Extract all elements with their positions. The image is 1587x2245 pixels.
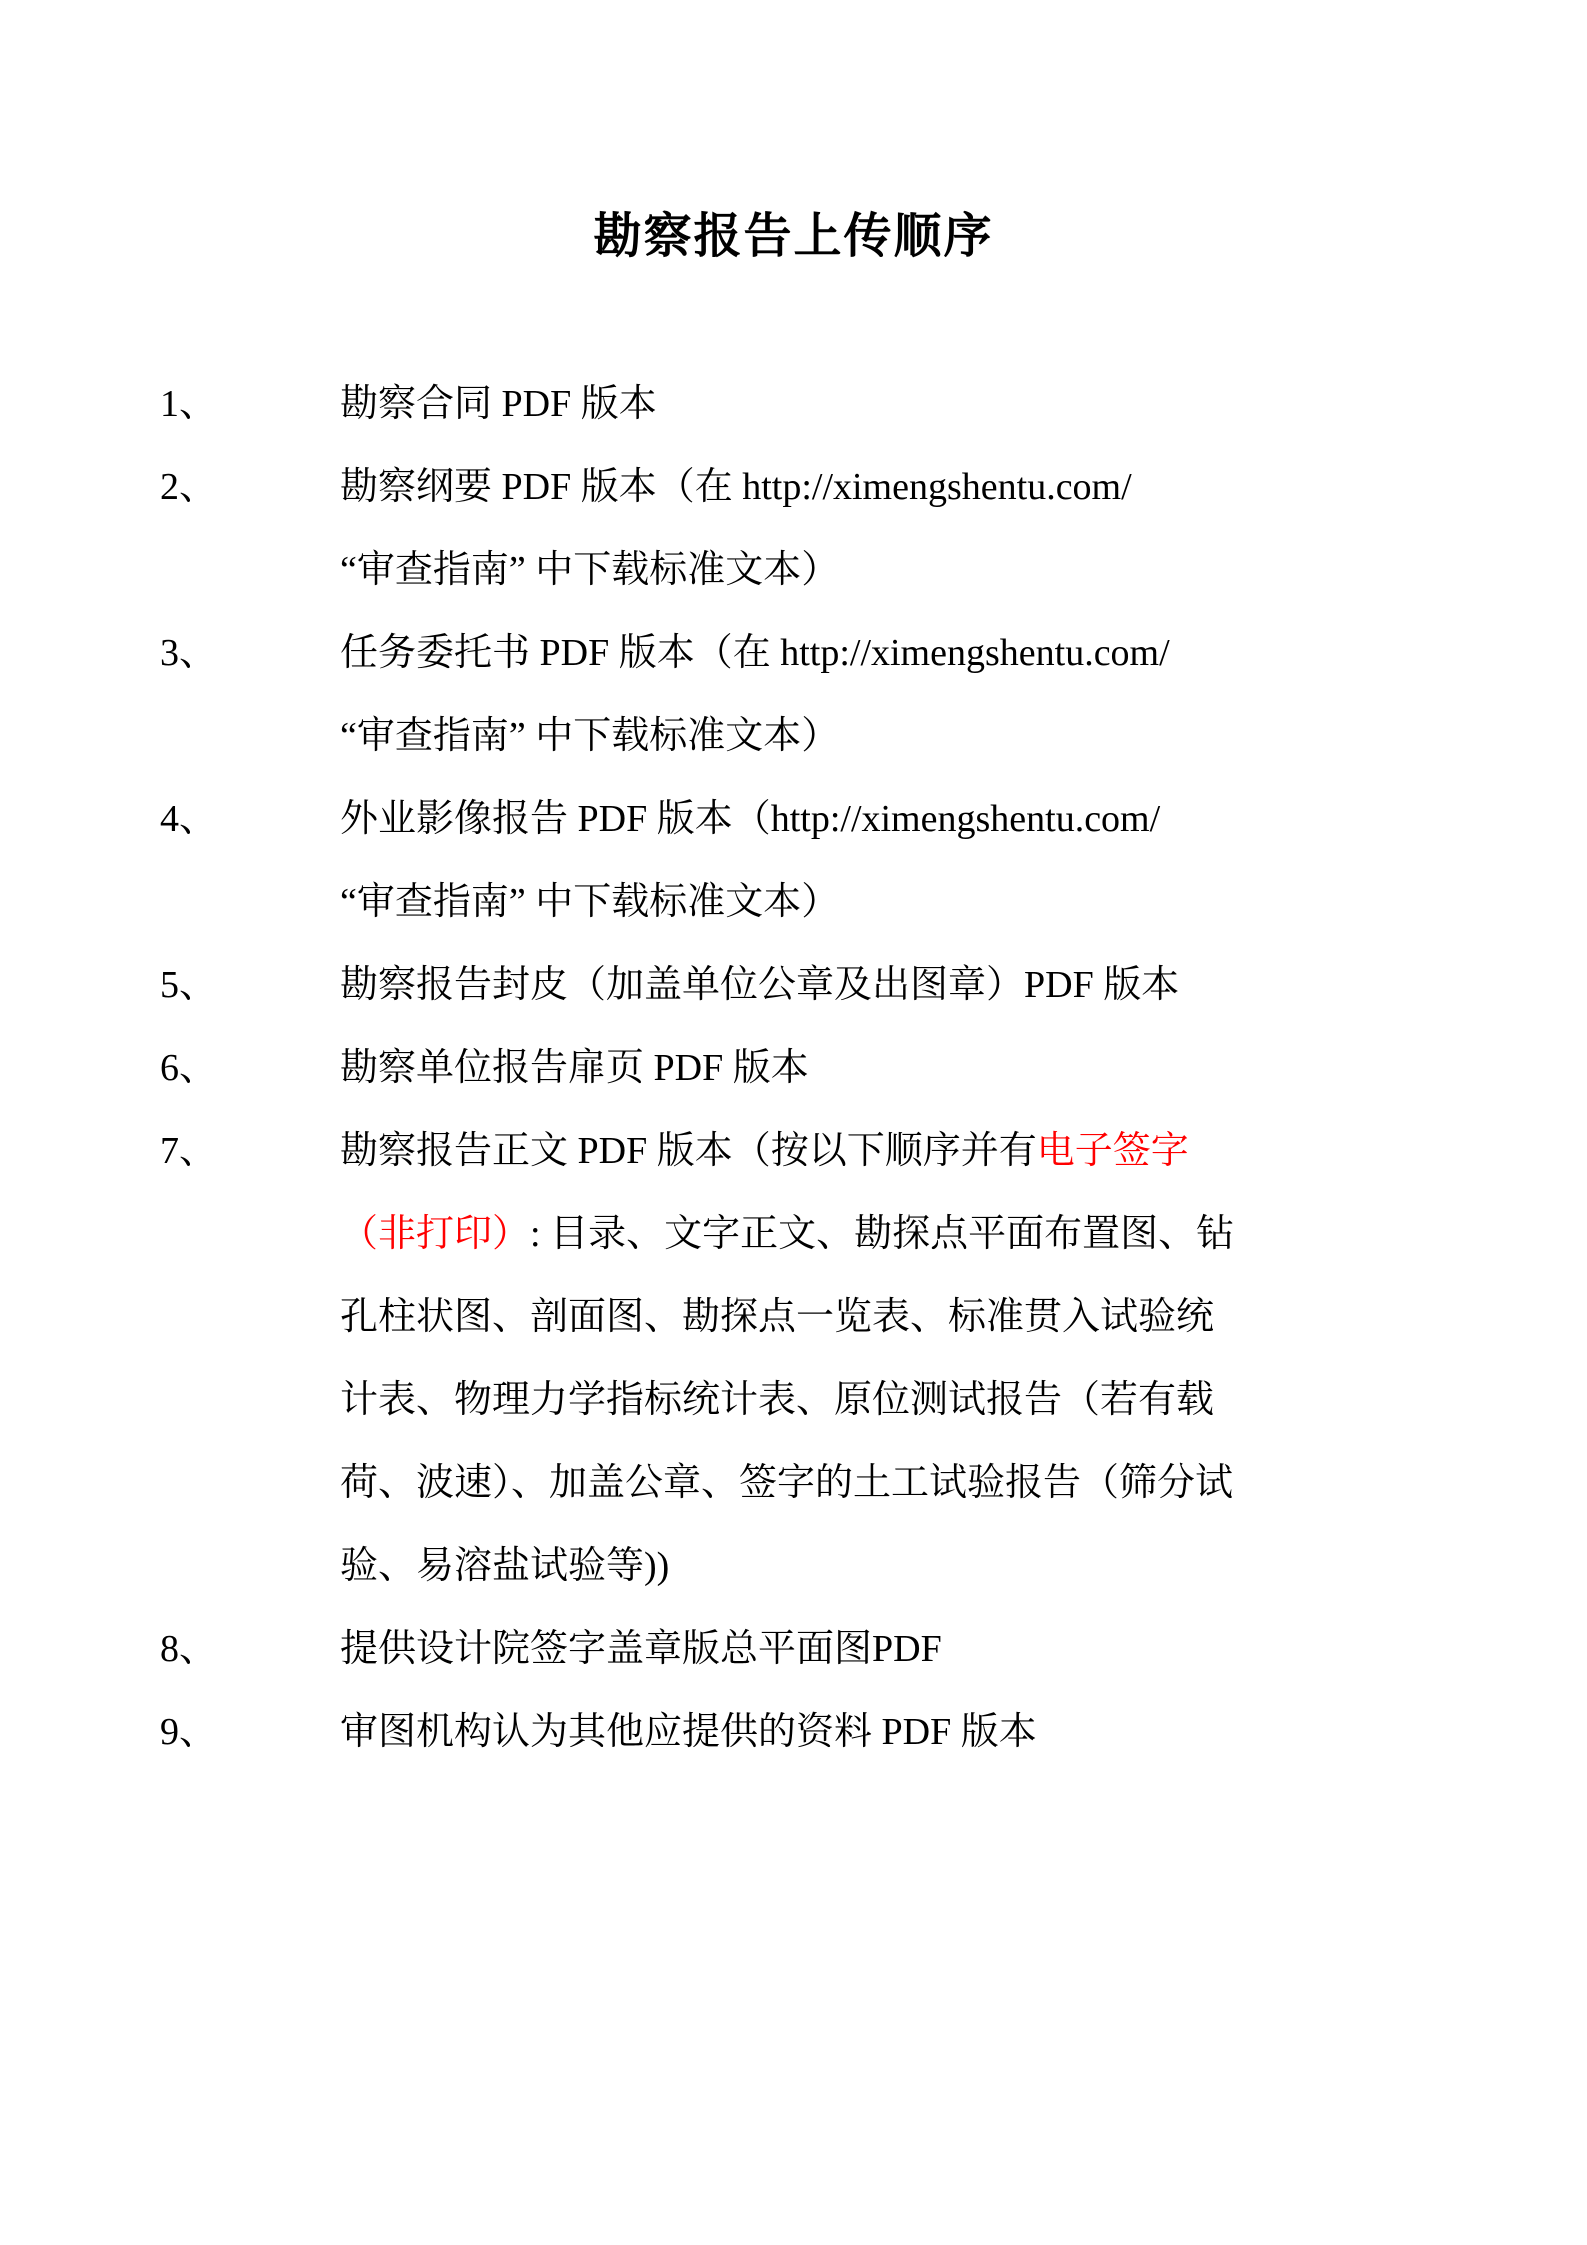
item-content	[340, 1608, 1487, 1691]
item-line	[340, 1193, 1487, 1276]
item-text: 任务委托书 PDF 版本（在 http://ximengshentu.com/	[340, 632, 1170, 674]
item-text: “审查指南” 中下载标准文本）	[340, 549, 840, 591]
item-line	[340, 612, 1487, 695]
item-text: 提供设计院签字盖章版总平面图PDF	[340, 1628, 942, 1670]
item-content	[340, 1110, 1487, 1608]
list-item	[160, 778, 1487, 944]
item-content	[340, 446, 1487, 612]
item-number: 7、	[160, 1130, 218, 1172]
item-number: 6、	[160, 1047, 218, 1089]
item-number: 5、	[160, 964, 218, 1006]
item-text: 外业影像报告 PDF 版本（http://ximengshentu.com/	[340, 798, 1161, 840]
item-line	[340, 1359, 1487, 1442]
item-number: 2、	[160, 466, 218, 508]
item-line	[340, 1691, 1487, 1774]
item-text: 勘察单位报告扉页 PDF 版本	[340, 1047, 809, 1089]
item-content	[340, 363, 1487, 446]
item-content	[340, 944, 1487, 1027]
item-text: 孔柱状图、剖面图、勘探点一览表、标准贯入试验统	[340, 1296, 1215, 1338]
item-text: 勘察报告正文 PDF 版本（按以下顺序并有	[340, 1130, 1037, 1172]
item-content	[340, 612, 1487, 778]
item-line	[340, 695, 1487, 778]
item-text: 验、易溶盐试验等))	[340, 1545, 670, 1587]
item-line	[340, 363, 1487, 446]
upload-order-list	[0, 363, 1587, 1774]
item-number: 9、	[160, 1711, 218, 1753]
item-line	[340, 1608, 1487, 1691]
item-line	[340, 446, 1487, 529]
highlighted-text: 电子签字	[1036, 1130, 1189, 1172]
item-line	[340, 529, 1487, 612]
item-number: 3、	[160, 632, 218, 674]
item-line	[340, 944, 1487, 1027]
item-text: 计表、物理力学指标统计表、原位测试报告（若有载	[340, 1379, 1215, 1421]
item-text: 勘察报告封皮（加盖单位公章及出图章）PDF 版本	[340, 964, 1180, 1006]
item-line	[340, 1525, 1487, 1608]
item-line	[340, 778, 1487, 861]
item-content	[340, 778, 1487, 944]
list-item	[160, 944, 1487, 1027]
item-text: “审查指南” 中下载标准文本）	[340, 715, 840, 757]
item-line	[340, 1110, 1487, 1193]
item-line	[340, 1027, 1487, 1110]
highlighted-text: （非打印）	[340, 1213, 531, 1255]
item-line	[340, 1442, 1487, 1525]
item-text: 荷、波速）、加盖公章、签字的土工试验报告（筛分试	[340, 1462, 1234, 1504]
item-content	[340, 1027, 1487, 1110]
item-text: : 目录、文字正文、勘探点平面布置图、钻	[530, 1213, 1235, 1255]
item-number: 1、	[160, 383, 218, 425]
list-item	[160, 446, 1487, 612]
item-line	[340, 861, 1487, 944]
list-item	[160, 1027, 1487, 1110]
item-number: 8、	[160, 1628, 218, 1670]
list-item	[160, 612, 1487, 778]
item-text: 审图机构认为其他应提供的资料 PDF 版本	[340, 1711, 1037, 1753]
item-content	[340, 1691, 1487, 1774]
document-title: 勘察报告上传顺序	[593, 210, 994, 263]
item-text: 勘察合同 PDF 版本	[340, 383, 657, 425]
item-number: 4、	[160, 798, 218, 840]
item-text: 勘察纲要 PDF 版本（在 http://ximengshentu.com/	[340, 466, 1132, 508]
list-item	[160, 363, 1487, 446]
list-item	[160, 1608, 1487, 1691]
list-item	[160, 1110, 1487, 1608]
item-line	[340, 1276, 1487, 1359]
item-text: “审查指南” 中下载标准文本）	[340, 881, 840, 923]
list-item	[160, 1691, 1487, 1774]
